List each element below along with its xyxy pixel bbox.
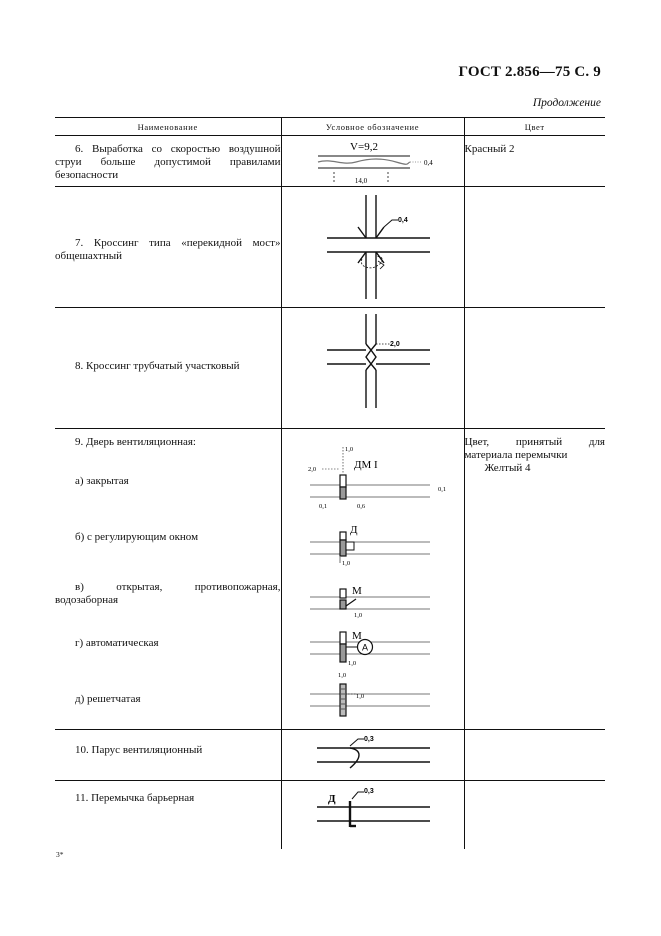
document-header: ГОСТ 2.856—75 С. 9 [458, 64, 601, 80]
door-regulating-window-symbol [310, 524, 430, 567]
table-row [55, 136, 605, 187]
length-dimension: 14,0 [354, 177, 367, 185]
vent-sail-dimension: 0,3 [363, 736, 374, 743]
row-9-color-2: Желтый 4 [484, 462, 531, 474]
door-regulating-dim: 1,0 [341, 560, 350, 567]
door-closed-label: ДМ I [353, 459, 378, 471]
row-9-name: 9. Дверь вентиляционная: [75, 436, 196, 448]
table-row [55, 730, 605, 781]
row-10-name: 10. Парус вентиляционный [75, 744, 203, 756]
row-9c-name: в) открытая, противопожарная, водозаборная [55, 581, 281, 606]
column-header-color: Цвет [464, 118, 605, 136]
door-regulating-label: Д [349, 524, 358, 536]
row-9a-name: а) закрытая [75, 475, 129, 487]
row-7-name: 7. Кроссинг типа «перекидной мост» общешахтный [55, 237, 281, 262]
row-9b-name: б) с регулирующим окном [75, 531, 199, 543]
speed-label: V=9,2 [349, 141, 378, 153]
automatic-drive-letter: A [361, 642, 368, 653]
symbols-table [55, 117, 605, 849]
row-6-name: 6. Выработка со скоростью воздушной струи больше допустимой правилами безопасности [55, 143, 281, 181]
door-automatic-dim-a: 1,0 [347, 660, 356, 667]
door-closed-dim-right: 0,1 [437, 486, 446, 493]
page-footer-mark: 3* [56, 850, 64, 859]
row-9d-name: г) автоматическая [75, 637, 159, 649]
ventilation-doors-symbols [282, 429, 465, 729]
door-automatic-label: М [351, 630, 362, 642]
airflow-speed-symbol [282, 136, 465, 186]
door-automatic-dim-b: 1,0 [337, 672, 346, 679]
row-11-name: 11. Перемычка барьерная [75, 792, 195, 804]
door-closed-dim-left: 2,0 [307, 466, 316, 473]
door-closed-dim-top: 1,0 [344, 446, 353, 453]
table-row [55, 308, 605, 429]
table-row [55, 187, 605, 308]
width-dimension: 0,4 [423, 159, 433, 167]
column-header-symbol: Условное обозначение [281, 118, 464, 136]
door-open-dim: 1,0 [353, 612, 362, 619]
door-closed-symbol [308, 446, 446, 510]
pipe-dimension: 2,0 [389, 341, 400, 348]
vent-sail-symbol [282, 730, 465, 780]
table-header-row [55, 118, 605, 136]
row-9-color: Цвет, принятый для материала перемычки [464, 436, 605, 461]
table-row [55, 781, 605, 849]
door-open-symbol [310, 585, 430, 619]
row-8-name: 8. Кроссинг трубчатый участковый [75, 360, 240, 372]
door-automatic-symbol [310, 630, 430, 679]
door-lattice-symbol [310, 684, 430, 716]
row-6-color: Красный 2 [464, 143, 515, 155]
column-header-name: Наименование [55, 118, 281, 136]
door-open-label: М [351, 585, 362, 597]
barrier-dimension: 0,3 [363, 788, 374, 795]
door-closed-dim-b1: 0,1 [318, 503, 327, 510]
row-9e-name: д) решетчатая [75, 693, 141, 705]
bridge-crossing-symbol [282, 187, 465, 307]
barrier-letter: Д [327, 793, 336, 805]
continuation-label: Продолжение [532, 97, 601, 109]
bridge-dimension: 0,4 [397, 217, 408, 224]
door-lattice-dim: 1,0 [355, 693, 364, 700]
table-row [55, 429, 605, 730]
door-closed-dim-b2: 0,6 [356, 503, 365, 510]
pipe-crossing-symbol [282, 308, 465, 428]
barrier-bulkhead-symbol [282, 781, 465, 848]
